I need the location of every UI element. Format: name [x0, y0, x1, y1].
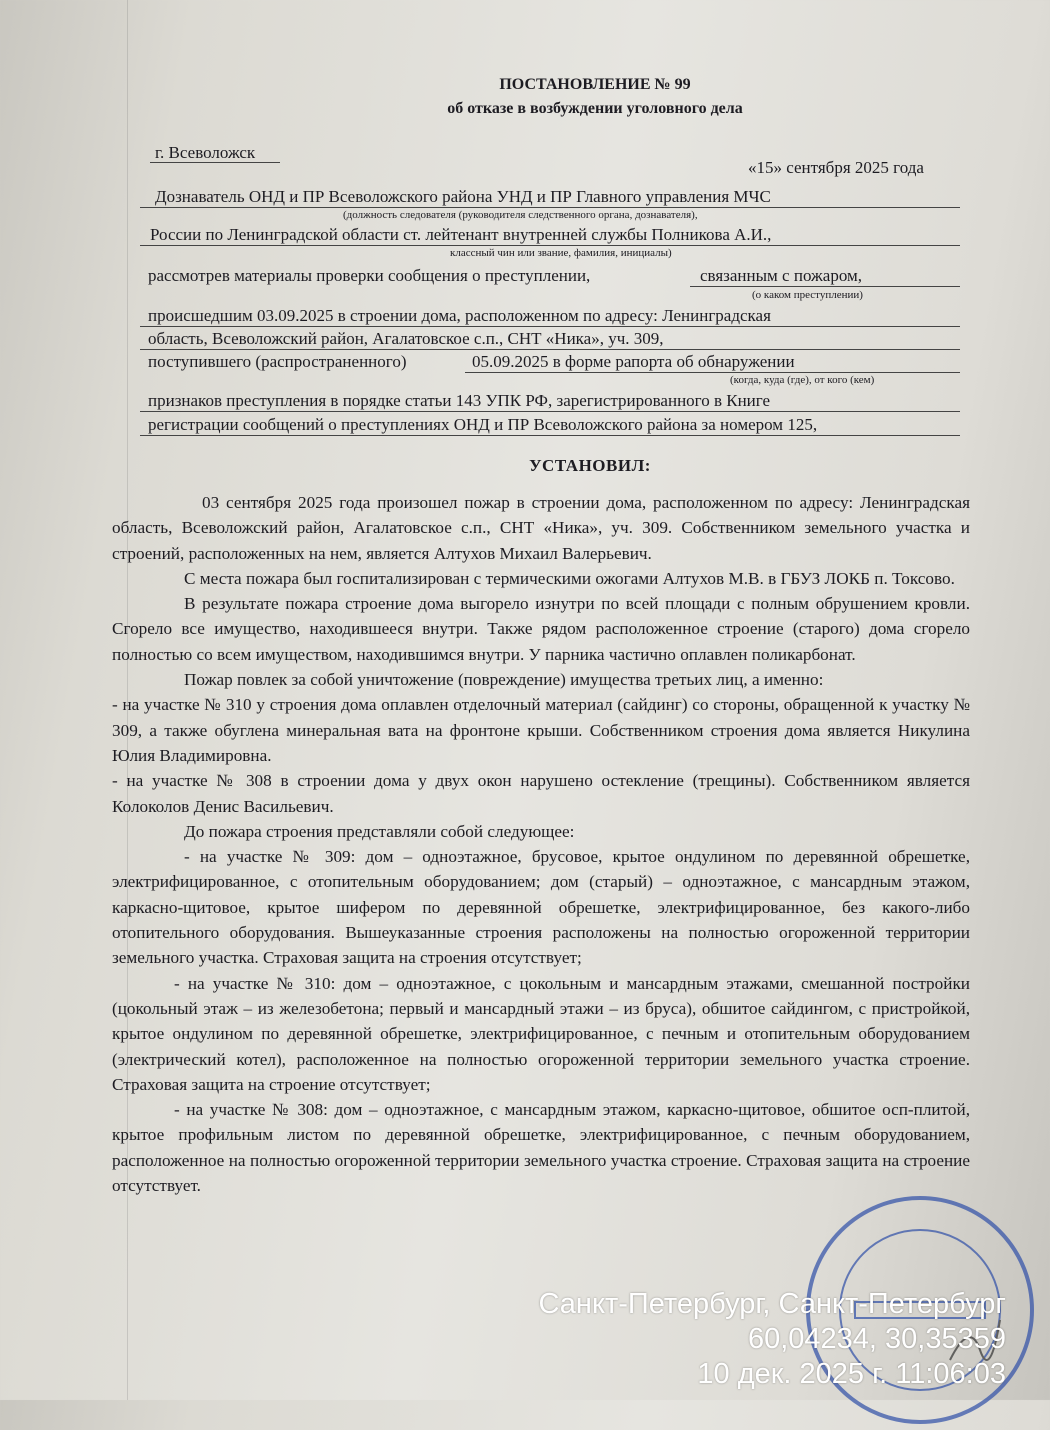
- paragraph: - на участке № 308: дом – одноэтажное, с мансардным этажом, каркасно-щитовое, обшитое осп-плитой, крытое профильным листом по деревянной обрешетке, электрифицированное, с печным оборудованием, расположенное на полностью огороженной территории земельного участка строение. Страховая защита на строение отсутствует.: [112, 1100, 970, 1196]
- photo-coordinates: 60,04234, 30,35359: [747, 1323, 1006, 1355]
- form-line-5: область, Всеволожский район, Агалатовское с.п., СНТ «Ника», уч. 309,: [148, 329, 664, 348]
- document-title: ПОСТАНОВЛЕНИЕ № 99: [499, 76, 691, 93]
- document-body: [112, 490, 970, 1198]
- paragraph: - на участке № 308 в строении дома у двух окон нарушено остекление (трещины). Собственником является Колоколов Денис Васильевич.: [112, 771, 970, 816]
- paragraph: - на участке № 310: дом – одноэтажное, с цокольным и мансардным этажами, смешанной постройки (цокольный этаж – из железобетона; первый и мансардный этажи – из бруса), обшитое сайдингом, с пристройкой, крытое ондулином по деревянной обрешетке, электрифицированное, с печным и отопительным оборудованием (электрический котел), расположенное на полностью огороженной территории земельного участка строение. Страховая защита на строение отсутствует;: [112, 973, 970, 1094]
- form-line-6-value: 05.09.2025 в форме рапорта об обнаружении: [472, 352, 795, 371]
- city: г. Всеволожск: [155, 143, 256, 162]
- document-subtitle: об отказе в возбуждении уголовного дела: [447, 100, 743, 117]
- paragraph: В результате пожара строение дома выгорело изнутри по всей площади с полным обрушением кровли. Сгорело все имущество, находившееся внутри. Также рядом расположенное строение (старого) дома сгорело полностью со всем имуществом, находившимся внутри. У парника частично оплавлен поликарбонат.: [112, 594, 970, 664]
- section-heading: УСТАНОВИЛ:: [529, 456, 651, 475]
- document-date: «15» сентября 2025 года: [748, 158, 924, 177]
- form-line-8: регистрации сообщений о преступлениях ОНД и ПР Всеволожского района за номером 125,: [148, 415, 818, 434]
- form-hint-1: (должность следователя (руководителя следственного органа, дознавателя),: [343, 209, 698, 221]
- form-hint-3: (о каком преступлении): [752, 289, 863, 301]
- photo-location: Санкт-Петербург, Санкт-Петербург: [538, 1288, 1006, 1320]
- form-line-6-label: поступившего (распространенного): [148, 352, 407, 371]
- form-line-1: Дознаватель ОНД и ПР Всеволожского района УНД и ПР Главного управления МЧС: [155, 187, 771, 206]
- form-line-3-value: связанным с пожаром,: [700, 266, 862, 285]
- form-line-3-label: рассмотрев материалы проверки сообщения о преступлении,: [148, 266, 591, 285]
- form-hint-6: (когда, куда (где), от кого (кем): [730, 374, 875, 386]
- paragraph: 03 сентября 2025 года произошел пожар в строении дома, расположенном по адресу: Ленинградская область, Всеволожский район, Агалатовское с.п., СНТ «Ника», уч. 309. Собственником земельного участка и строений, расположенных на нем, является Алтухов Михаил Валерьевич.: [112, 493, 970, 563]
- paragraph: - на участке № 309: дом – одноэтажное, брусовое, крытое ондулином по деревянной обрешетке, электрифицированное, с отопительным оборудованием; дом (старый) – одноэтажное, с мансардным этажом, каркасно-щитовое, крытое шифером по деревянной обрешетке, электрифицированное, без какого-либо отопительного оборудования. Вышеуказанные строения расположены на полностью огороженной территории земельного участка. Страховая защита на строения отсутствует;: [112, 847, 970, 968]
- form-hint-2: классный чин или звание, фамилия, инициалы): [450, 247, 672, 259]
- paragraph: - на участке № 310 у строения дома оплавлен отделочный материал (сайдинг) со стороны, обращенной к участку № 309, а также обуглена минеральная вата на фронтоне крыши. Собственником строения дома является Никулина Юлия Владимировна.: [112, 695, 970, 765]
- form-line-4: происшедшим 03.09.2025 в строении дома, расположенном по адресу: Ленинградская: [148, 306, 771, 325]
- form-line-2: России по Ленинградской области ст. лейтенант внутренней службы Полникова А.И.,: [150, 225, 772, 244]
- paragraph: Пожар повлек за собой уничтожение (повреждение) имущества третьих лиц, а именно:: [184, 670, 824, 690]
- photo-timestamp: 10 дек. 2025 г. 11:06:03: [697, 1358, 1006, 1390]
- form-line-7: признаков преступления в порядке статьи 143 УПК РФ, зарегистрированного в Книге: [148, 391, 771, 410]
- paragraph: До пожара строения представляли собой следующее:: [184, 821, 575, 841]
- paragraph: С места пожара был госпитализирован с термическими ожогами Алтухов М.В. в ГБУЗ ЛОКБ п. Токсово.: [184, 568, 955, 588]
